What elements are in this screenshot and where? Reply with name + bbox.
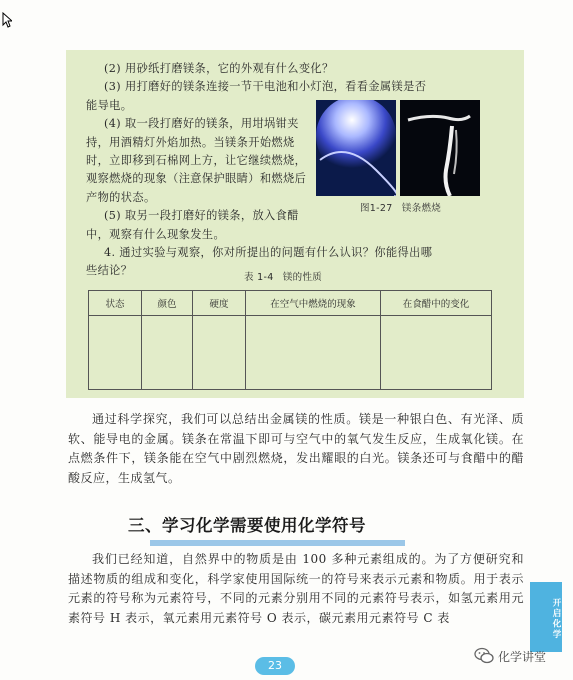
figure-caption [360, 200, 447, 214]
magnesium-properties-table [88, 290, 492, 390]
chapter-side-tab: 开启化学 [530, 582, 562, 652]
figure-caption-text: 镁条燃烧 [401, 203, 442, 214]
section-paragraph-block [68, 550, 524, 628]
mouse-cursor-icon [2, 12, 12, 28]
step-2: (2) 用砂纸打磨镁条，它的外观有什么变化？ [104, 62, 334, 75]
table-caption [244, 269, 328, 283]
photo-magnesium-ribbon-ash [400, 100, 480, 196]
summary-paragraph-block [68, 410, 524, 488]
header-hardness: 硬度 [193, 291, 246, 316]
table-header-row [89, 291, 492, 316]
wechat-watermark [474, 644, 546, 668]
table-cell [142, 316, 193, 390]
header-color: 颜色 [142, 291, 193, 316]
table-row [89, 316, 492, 390]
question-4-line-2: 些结论？ [86, 264, 133, 278]
table-cell [89, 316, 142, 390]
summary-paragraph: 通过科学探究，我们可以总结出金属镁的性质。镁是一种银白色、有光泽、质软、能导电的金属。镁条在常温下即可与空气中的氧气发生反应，生成氧化镁。在点燃条件下，镁条能在空气中剧烈燃烧，发出耀眼的白光。镁条还可与食醋中的醋酸反应，生成氢气。 [68, 412, 524, 485]
heading-underline [150, 540, 405, 546]
section-heading: 三、学习化学需要使用化学符号 [128, 516, 366, 535]
table-cell [381, 316, 492, 390]
table-number: 表 1-4 [244, 272, 274, 283]
table-cell [246, 316, 381, 390]
step-4: (4) 取一段打磨好的镁条，用坩埚钳夹持，用酒精灯外焰加热。当镁条开始燃烧时，立即移到石棉网上方，让它继续燃烧，观察燃烧的现象（注意保护眼睛）和燃烧后产物的状态。 [86, 117, 307, 204]
figure-number: 图1-27 [360, 203, 393, 214]
photo-magnesium-burning-flame [316, 100, 396, 196]
step-5: (5) 取另一段打磨好的镁条，放入食醋中，观察有什么现象发生。 [86, 209, 299, 241]
table-cell [193, 316, 246, 390]
page-number: 23 [255, 657, 295, 675]
table-title: 镁的性质 [282, 272, 323, 283]
header-change-in-vinegar: 在食醋中的变化 [381, 291, 492, 316]
question-4-line-1: 4. 通过实验与观察，你对所提出的问题有什么认识？你能得出哪 [104, 246, 433, 260]
header-burning-in-air: 在空气中燃烧的现象 [246, 291, 381, 316]
wechat-icon [474, 647, 494, 665]
header-state: 状态 [89, 291, 142, 316]
step-3-line-2: 能导电。 [86, 98, 133, 112]
section-paragraph: 我们已经知道，自然界中的物质是由 100 多种元素组成的。为了方便研究和描述物质的组成和变化，科学家使用国际统一的符号来表示元素和物质。用于表示元素的符号称为元素符号，不同的元素分别用不同的元素符号表示，如氢元素用元素符号 H 表示，氧元素用元素符号 O 表示，碳元素用元素符号 C 表 [68, 552, 524, 625]
step-3-line-1: (3) 用打磨好的镁条连接一节干电池和小灯泡，看看金属镁是否 [104, 80, 427, 94]
watermark-text: 化学讲堂 [498, 649, 547, 664]
